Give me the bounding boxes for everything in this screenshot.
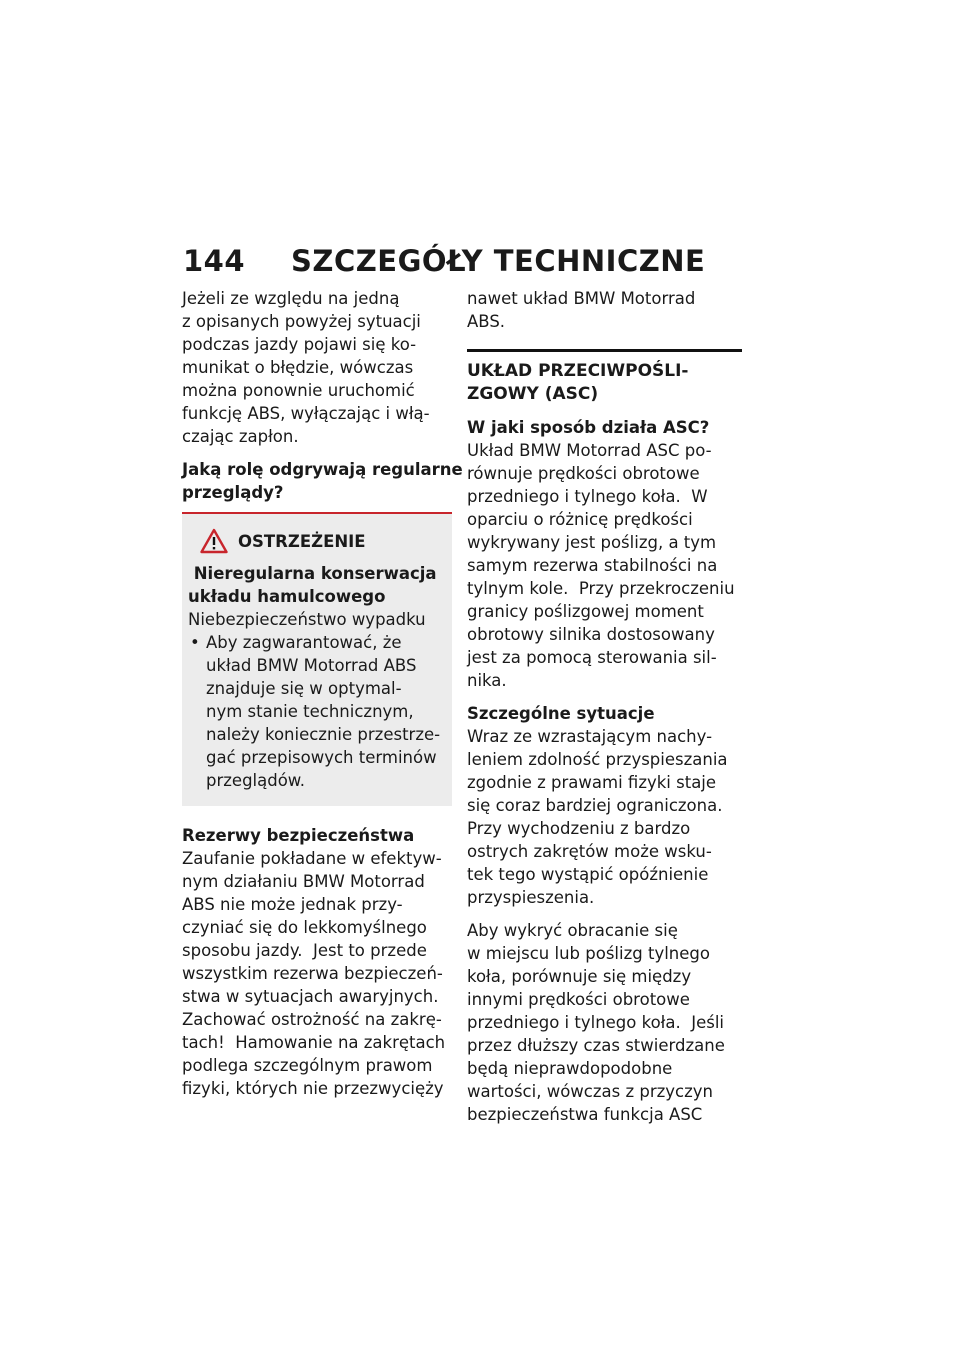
heading-safety-reserves: Rezerwy bezpieczeństwa: [182, 826, 415, 845]
warning-triangle-icon: [200, 528, 228, 554]
warning-title: OSTRZEŻENIE: [238, 531, 366, 551]
section-divider: [467, 349, 742, 352]
warning-heading: Nieregularna konserwacja układu hamulcowego: [188, 564, 437, 606]
paragraph-how-asc-works: Układ BMW Motorrad ASC po- równuje prędkości obrotowe przedniego i tylnego koła. W oparciu o różnicę prędkości wykrywany jest poślizg, a tym samym rezerwa stabilności na tylnym kole. Przy przekroczeniu granicy poślizgowej moment obrotowy silnika dostosowany jest za pomocą sterowania sil- nika.: [467, 441, 735, 690]
warning-header: [188, 528, 442, 554]
page-title: SZCZEGÓŁY TECHNICZNE: [291, 244, 706, 278]
warning-risk: Niebezpieczeństwo wypadku: [188, 610, 426, 629]
warning-box: [182, 514, 452, 806]
paragraph-special-situations: Wraz ze wzrastającym nachy- leniem zdolność przyspieszania zgodnie z prawami fizyki staje się coraz bardziej ograniczona. Przy wychodzeniu z bardzo ostrych zakrętów może wsku- tek tego wystąpić opóźnienie przyspieszenia.: [467, 727, 728, 907]
section-title-asc: UKŁAD PRZECIWPOŚLI- ZGOWY (ASC): [467, 361, 689, 404]
paragraph-safety-reserves: Zaufanie pokładane w efektyw- nym działaniu BMW Motorrad ABS nie może jednak przy- czyniać się do lekkomyślnego sposobu jazdy. Jest to przede wszystkim rezerwa bezpieczeń- stwa w sytuacjach awaryjnych. Zachować ostrożność na zakrę- tach! Hamowanie na zakrętach podlega szczególnym prawom fizyki, których nie przezwycięży: [182, 849, 446, 1098]
paragraph-abs-restart: Jeżeli ze względu na jedną z opisanych powyżej sytuacji podczas jazdy pojawi się ko- munikat o błędzie, wówczas można ponownie uruchomić funkcję ABS, wyłączając i włą- czając zapłon.: [182, 289, 430, 446]
list-item: • Aby zagwarantować, że układ BMW Motorrad ABS znajduje się w optymal- nym stanie technicznym, należy koniecznie przestrze- gać przepisowych terminów przeglądów.: [190, 633, 441, 790]
heading-how-asc-works: W jaki sposób działa ASC?: [467, 418, 710, 437]
paragraph-continued: nawet układ BMW Motorrad ABS.: [467, 289, 696, 331]
page-header: [183, 244, 705, 278]
bullet-icon: •: [190, 633, 200, 652]
left-column: [182, 287, 463, 1100]
heading-special-situations: Szczególne sytuacje: [467, 704, 655, 723]
page-number: 144: [183, 244, 246, 278]
warning-list: [188, 631, 442, 792]
heading-inspections: Jaką rolę odgrywają regularne przeglądy?: [182, 460, 463, 502]
paragraph-wheelspin-detection: Aby wykryć obracanie się w miejscu lub poślizg tylnego koła, porównuje się między innymi prędkości obrotowe przedniego i tylnego koła. Jeśli przez dłuższy czas stwierdzane będą nieprawdopodobne wartości, wówczas z przyczyn bezpieczeństwa funkcja ASC: [467, 921, 725, 1124]
right-column: [467, 287, 742, 1126]
